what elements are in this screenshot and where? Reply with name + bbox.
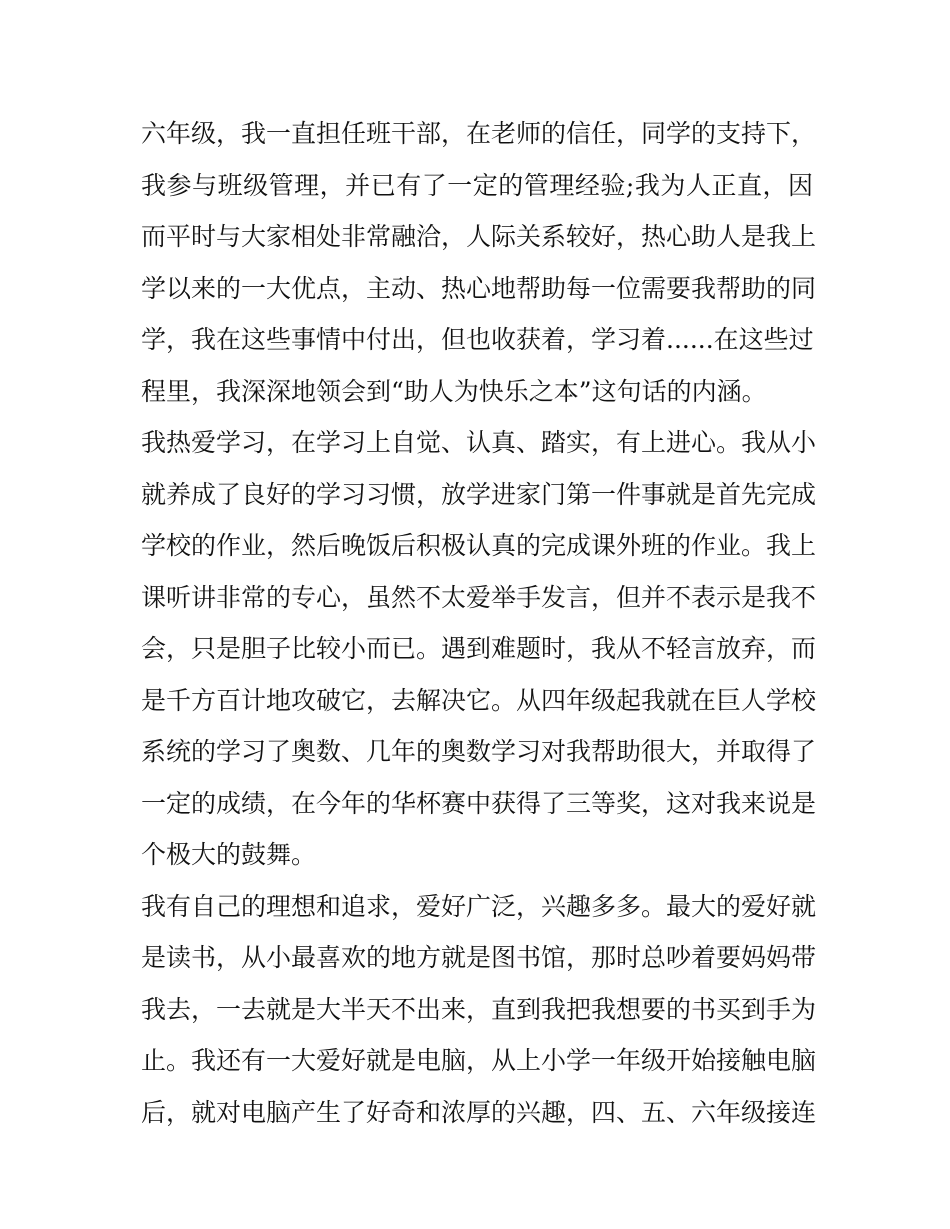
text-line: 程里，我深深地领会到“助人为快乐之本”这句话的内涵。	[141, 376, 767, 406]
text-line: 课听讲非常的专心，虽然不太爱举手发言，但并不表示是我不	[141, 582, 817, 612]
text-line: 我去，一去就是大半天不出来，直到我把我想要的书买到手为	[141, 994, 817, 1024]
text-line: 一定的成绩，在今年的华杯赛中获得了三等奖，这对我来说是	[141, 788, 817, 818]
text-line: 我参与班级管理，并已有了一定的管理经验;我为人正直，因	[141, 170, 813, 200]
text-line: 会，只是胆子比较小而已。遇到难题时，我从不轻言放弃，而	[141, 634, 817, 663]
text-line: 个极大的鼓舞。	[141, 840, 317, 869]
text-line: 学校的作业，然后晚饭后积极认真的完成课外班的作业。我上	[141, 531, 817, 560]
text-line: 学，我在这些事情中付出，但也收获着，学习着......在这些过	[141, 325, 814, 354]
text-line: 六年级，我一直担任班干部，在老师的信任，同学的支持下，	[141, 119, 817, 148]
text-line: 我有自己的理想和追求，爱好广泛，兴趣多多。最大的爱好就	[141, 891, 817, 921]
text-line: 我热爱学习，在学习上自觉、认真、踏实，有上进心。我从小	[141, 428, 817, 457]
text-line: 学以来的一大优点，主动、热心地帮助每一位需要我帮助的同	[141, 273, 817, 303]
text-line: 是读书，从小最喜欢的地方就是图书馆，那时总吵着要妈妈带	[141, 943, 817, 972]
text-line: 系统的学习了奥数、几年的奥数学习对我帮助很大，并取得了	[141, 737, 817, 766]
text-line: 就养成了良好的学习习惯，放学进家门第一件事就是首先完成	[141, 479, 817, 509]
text-line: 止。我还有一大爱好就是电脑，从上小学一年级开始接触电脑	[141, 1046, 817, 1075]
text-line: 是千方百计地攻破它，去解决它。从四年级起我就在巨人学校	[141, 685, 817, 715]
text-line: 后，就对电脑产生了好奇和浓厚的兴趣，四、五、六年级接连	[141, 1097, 817, 1127]
document-body	[141, 108, 817, 1138]
text-line: 而平时与大家相处非常融洽，人际关系较好，热心助人是我上	[141, 222, 817, 251]
